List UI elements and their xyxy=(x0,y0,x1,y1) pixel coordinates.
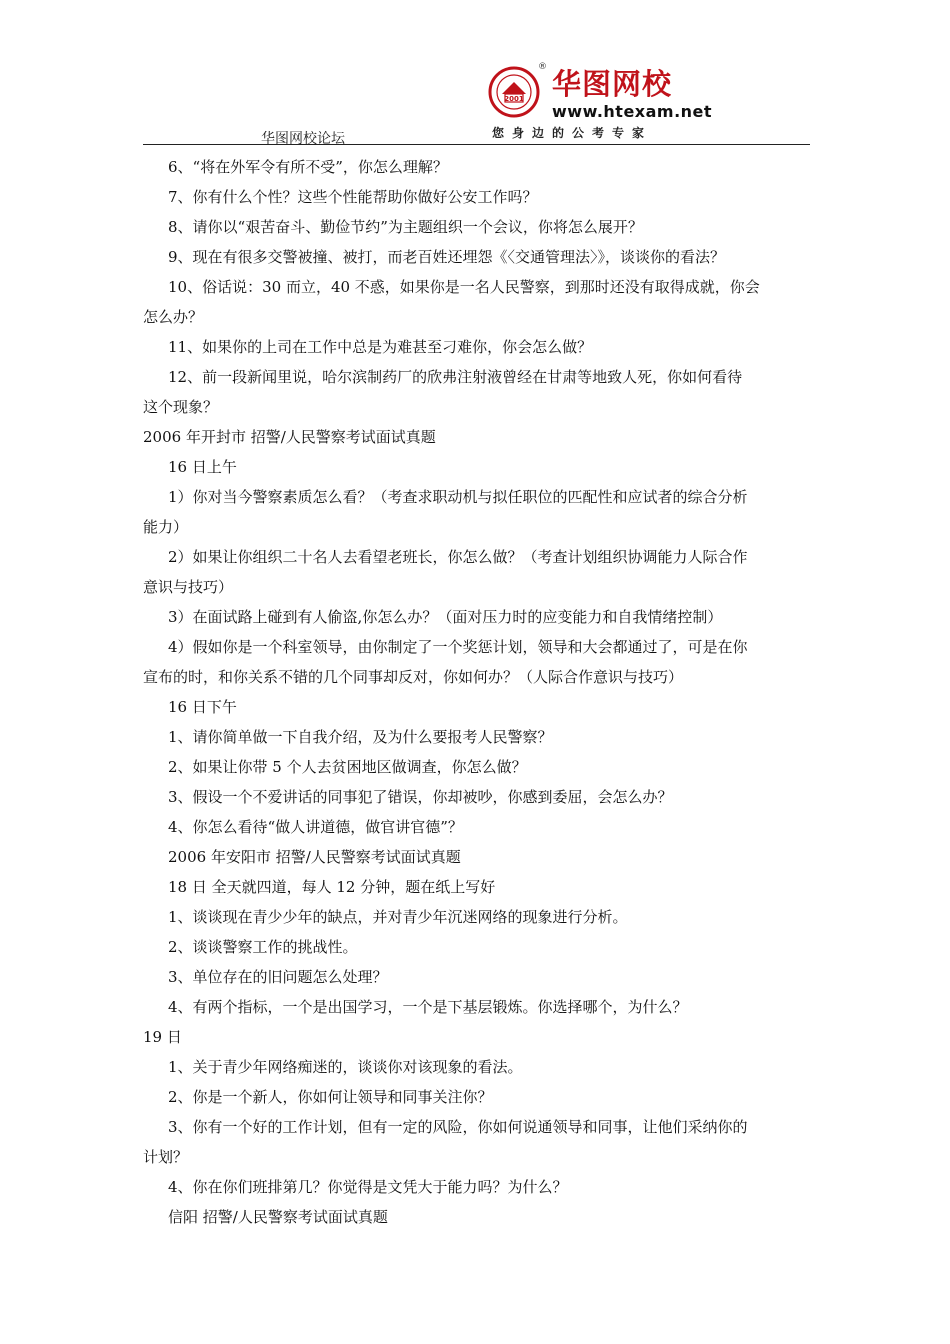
text-line: 16 日下午 xyxy=(168,698,237,716)
logo-slogan: 您身边的公考专家 xyxy=(492,126,653,140)
text-line: 9、现在有很多交警被撞、被打，而老百姓还埋怨《〈交通管理法〉》，谈谈你的看法？ xyxy=(168,248,726,266)
text-line: 2、如果让你带 5 个人去贫困地区做调查，你怎么做？ xyxy=(168,758,527,776)
text-line: 11、如果你的上司在工作中总是为难甚至刁难你，你会怎么做？ xyxy=(168,338,593,356)
text-line: 4、你怎么看待“做人讲道德，做官讲官德”？ xyxy=(168,818,463,836)
text-line: 计划？ xyxy=(143,1148,189,1166)
text-line: 19 日 xyxy=(143,1028,182,1046)
forum-label: 华图网校论坛 xyxy=(261,131,345,147)
text-line: 3）在面试路上碰到有人偷盗,你怎么办？（面对压力时的应变能力和自我情绪控制） xyxy=(168,608,723,626)
text-line: 能力） xyxy=(143,518,189,536)
text-line: 4）假如你是一个科室领导，由你制定了一个奖惩计划，领导和大会都通过了，可是在你 xyxy=(168,638,748,656)
text-line: 1）你对当今警察素质怎么看？（考查求职动机与拟任职位的匹配性和应试者的综合分析 xyxy=(168,488,748,506)
text-line: 3、你有一个好的工作计划，但有一定的风险，你如何说通领导和同事，让他们采纳你的 xyxy=(168,1118,748,1136)
text-line: 1、请你简单做一下自我介绍，及为什么要报考人民警察？ xyxy=(168,728,553,746)
text-line: 2006 年安阳市 招警/人民警察考试面试真题 xyxy=(168,848,461,866)
text-line: 这个现象？ xyxy=(143,398,219,416)
logo-name: 华图网校 xyxy=(552,67,673,101)
text-line: 宣布的时，和你关系不错的几个同事却反对，你如何办？（人际合作意识与技巧） xyxy=(143,668,684,686)
text-line: 4、有两个指标，一个是出国学习，一个是下基层锻炼。你选择哪个，为什么？ xyxy=(168,998,688,1016)
seal-icon xyxy=(488,66,540,118)
text-line: 怎么办？ xyxy=(143,308,204,326)
logo-url: www.htexam.net xyxy=(552,102,713,121)
text-line: 2）如果让你组织二十名人去看望老班长，你怎么做？（考查计划组织协调能力人际合作 xyxy=(168,548,748,566)
seal-year: 2001 xyxy=(504,95,524,103)
text-line: 3、假设一个不爱讲话的同事犯了错误，你却被吵，你感到委屈，会怎么办？ xyxy=(168,788,673,806)
text-line: 6、“将在外军令有所不受”，你怎么理解？ xyxy=(168,158,448,176)
text-line: 意识与技巧） xyxy=(143,578,234,596)
text-line: 1、关于青少年网络痴迷的，谈谈你对该现象的看法。 xyxy=(168,1058,523,1076)
text-line: 4、你在你们班排第几？你觉得是文凭大于能力吗？为什么？ xyxy=(168,1178,568,1196)
text-line: 8、请你以“艰苦奋斗、勤俭节约”为主题组织一个会议，你将怎么展开？ xyxy=(168,218,643,236)
text-line: 12、前一段新闻里说，哈尔滨制药厂的欣弗注射液曾经在甘肃等地致人死，你如何看待 xyxy=(168,368,743,386)
text-line: 18 日 全天就四道，每人 12 分钟，题在纸上写好 xyxy=(168,878,496,896)
registered-mark: ® xyxy=(538,62,547,72)
header-rule xyxy=(143,144,810,145)
text-line: 10、俗话说：30 而立，40 不惑，如果你是一名人民警察，到那时还没有取得成就，你会 xyxy=(168,278,760,296)
page-header xyxy=(0,0,950,150)
text-line: 信阳 招警/人民警察考试面试真题 xyxy=(168,1208,388,1226)
htexam-logo xyxy=(488,64,748,144)
text-line: 2、你是一个新人，你如何让领导和同事关注你？ xyxy=(168,1088,493,1106)
document-body xyxy=(143,152,810,1232)
text-line: 2、谈谈警察工作的挑战性。 xyxy=(168,938,358,956)
text-line: 16 日上午 xyxy=(168,458,237,476)
text-line: 3、单位存在的旧问题怎么处理？ xyxy=(168,968,388,986)
text-line: 2006 年开封市 招警/人民警察考试面试真题 xyxy=(143,428,436,446)
text-line: 1、谈谈现在青少少年的缺点，并对青少年沉迷网络的现象进行分析。 xyxy=(168,908,628,926)
text-line: 7、你有什么个性？这些个性能帮助你做好公安工作吗？ xyxy=(168,188,538,206)
